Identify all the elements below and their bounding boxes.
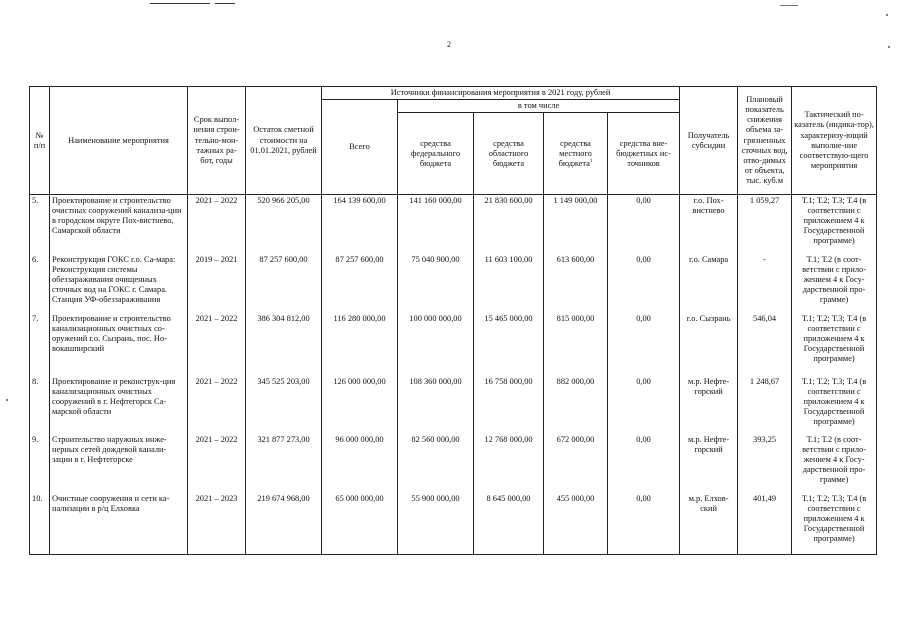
header-local-label: средства местного бюджета — [558, 138, 592, 168]
cell-balance: 386 304 812,00 — [246, 313, 322, 376]
scan-artifact-line — [150, 3, 210, 4]
cell-term: 2021 – 2023 — [188, 493, 246, 555]
cell-balance: 219 674 968,00 — [246, 493, 322, 555]
cell-term: 2019 – 2021 — [188, 254, 246, 313]
cell-tactical: Т.1; Т.2 (в соот-ветствии с прило-жением 4 к Госу-дарственной про-грамме) — [792, 434, 877, 493]
cell-extra: 0,00 — [608, 376, 680, 434]
cell-regional: 16 758 000,00 — [474, 376, 544, 434]
cell-local: 455 000,00 — [544, 493, 608, 555]
cell-balance: 345 525 203,00 — [246, 376, 322, 434]
cell-extra: 0,00 — [608, 195, 680, 254]
cell-local: 882 000,00 — [544, 376, 608, 434]
cell-planned: 401,49 — [738, 493, 792, 555]
cell-federal: 100 000 000,00 — [398, 313, 474, 376]
table-row — [30, 195, 877, 254]
cell-total: 164 139 600,00 — [322, 195, 398, 254]
header-sources: Источники финансирования мероприятия в 2021 году, рублей — [322, 87, 680, 100]
cell-federal: 141 160 000,00 — [398, 195, 474, 254]
cell-planned: 1 248,67 — [738, 376, 792, 434]
cell-tactical: Т.1; Т.2; Т.3; Т.4 (в соответствии с приложением 4 к Государственной программе) — [792, 195, 877, 254]
cell-tactical: Т.1; Т.2; Т.3; Т.4 (в соответствии с приложением 4 к Государственной программе) — [792, 376, 877, 434]
cell-name: Проектирование и строительство очистных сооружений канализа-ции в городском округе Пох-вистнево, Самарской области — [50, 195, 188, 254]
header-regional: средства областного бюджета — [474, 113, 544, 195]
cell-local: 815 000,00 — [544, 313, 608, 376]
cell-term: 2021 – 2022 — [188, 376, 246, 434]
cell-recipient: г.о. Пох-вистнево — [680, 195, 738, 254]
table-row — [30, 254, 877, 313]
scan-speck — [886, 14, 888, 16]
cell-recipient: г.о. Сызрань — [680, 313, 738, 376]
cell-name: Проектирование и строительство канализационных очистных со-оружений г.о. Сызрань, пос. Но-вокашпирский — [50, 313, 188, 376]
header-name: Наименование мероприятия — [50, 87, 188, 195]
scan-artifact-line — [780, 5, 798, 6]
header-extra: средства вне-бюджетных ис-точников — [608, 113, 680, 195]
header-recipient: Получатель субсидии — [680, 87, 738, 195]
cell-regional: 15 465 000,00 — [474, 313, 544, 376]
cell-planned: 1 059,27 — [738, 195, 792, 254]
cell-planned: - — [738, 254, 792, 313]
cell-recipient: м.р. Нефте-горский — [680, 434, 738, 493]
header-balance: Остаток сметной стоимости на 01.01.2021, рублей — [246, 87, 322, 195]
cell-local: 672 000,00 — [544, 434, 608, 493]
header-term: Срок выпол-нения строи-тельно-мон-тажных ра-бот, годы — [188, 87, 246, 195]
page-number: 2 — [447, 40, 451, 49]
cell-num: 6. — [30, 254, 50, 313]
cell-term: 2021 – 2022 — [188, 313, 246, 376]
cell-recipient: г.о. Самара — [680, 254, 738, 313]
cell-tactical: Т.1; Т.2 (в соот-ветствии с прило-жением 4 к Госу-дарственной про-грамме) — [792, 254, 877, 313]
cell-num: 10. — [30, 493, 50, 555]
cell-num: 5. — [30, 195, 50, 254]
cell-extra: 0,00 — [608, 313, 680, 376]
funding-table — [29, 86, 877, 555]
header-tactical: Тактический по-казатель (индика-тор), характеризу-ющий выполне-ние соответствую-щего мероприятия — [792, 87, 877, 195]
cell-federal: 108 360 000,00 — [398, 376, 474, 434]
cell-regional: 8 645 000,00 — [474, 493, 544, 555]
header-planned: Плановый показатель снижения объема за-грязненных сточных вод, отво-димых от объекта, тыс. куб.м — [738, 87, 792, 195]
cell-regional: 11 603 100,00 — [474, 254, 544, 313]
cell-balance: 520 966 205,00 — [246, 195, 322, 254]
cell-balance: 87 257 600,00 — [246, 254, 322, 313]
cell-name: Реконструкция ГОКС г.о. Са-мара: Реконструкция системы обеззараживания очищенных сточных вод на ГОКС г. Самара. Станция УФ-обеззараживания — [50, 254, 188, 313]
cell-total: 116 280 000,00 — [322, 313, 398, 376]
cell-tactical: Т.1; Т.2; Т.3; Т.4 (в соответствии с приложением 4 к Государственной программе) — [792, 313, 877, 376]
table-row — [30, 493, 877, 555]
cell-tactical: Т.1; Т.2; Т.3; Т.4 (в соответствии с приложением 4 к Государственной программе) — [792, 493, 877, 555]
cell-regional: 12 768 000,00 — [474, 434, 544, 493]
cell-total: 87 257 600,00 — [322, 254, 398, 313]
header-federal: средства федерального бюджета — [398, 113, 474, 195]
header-local-footnote: 1 — [589, 158, 593, 164]
cell-name: Проектирование и реконструк-ция канализационных очистных сооружений в г. Нефтегорск Са-марской области — [50, 376, 188, 434]
cell-federal: 55 900 000,00 — [398, 493, 474, 555]
cell-local: 1 149 000,00 — [544, 195, 608, 254]
scan-speck — [6, 399, 8, 401]
cell-regional: 21 830 600,00 — [474, 195, 544, 254]
cell-local: 613 600,00 — [544, 254, 608, 313]
cell-planned: 393,25 — [738, 434, 792, 493]
cell-extra: 0,00 — [608, 493, 680, 555]
cell-extra: 0,00 — [608, 434, 680, 493]
cell-num: 9. — [30, 434, 50, 493]
cell-total: 65 000 000,00 — [322, 493, 398, 555]
cell-balance: 321 877 273,00 — [246, 434, 322, 493]
cell-federal: 75 040 900,00 — [398, 254, 474, 313]
table-row — [30, 313, 877, 376]
table-row — [30, 434, 877, 493]
table-row — [30, 376, 877, 434]
cell-recipient: м.р. Елхов-ский — [680, 493, 738, 555]
header-including: в том числе — [398, 100, 680, 113]
scan-artifact-line — [215, 3, 235, 4]
cell-term: 2021 – 2022 — [188, 434, 246, 493]
cell-recipient: м.р. Нефте-горский — [680, 376, 738, 434]
header-total: Всего — [322, 100, 398, 195]
cell-num: 8. — [30, 376, 50, 434]
cell-federal: 82 560 000,00 — [398, 434, 474, 493]
cell-term: 2021 – 2022 — [188, 195, 246, 254]
header-local — [544, 113, 608, 195]
cell-total: 96 000 000,00 — [322, 434, 398, 493]
cell-name: Очистные сооружения и сети ка-нализации в р/ц Елховка — [50, 493, 188, 555]
cell-name: Строительство наружных инже-нерных сетей дождевой канали-зации в г. Нефтегорске — [50, 434, 188, 493]
cell-total: 126 000 000,00 — [322, 376, 398, 434]
header-num: № п/п — [30, 87, 50, 195]
cell-extra: 0,00 — [608, 254, 680, 313]
cell-num: 7. — [30, 313, 50, 376]
cell-planned: 546,04 — [738, 313, 792, 376]
scan-speck — [888, 46, 890, 48]
